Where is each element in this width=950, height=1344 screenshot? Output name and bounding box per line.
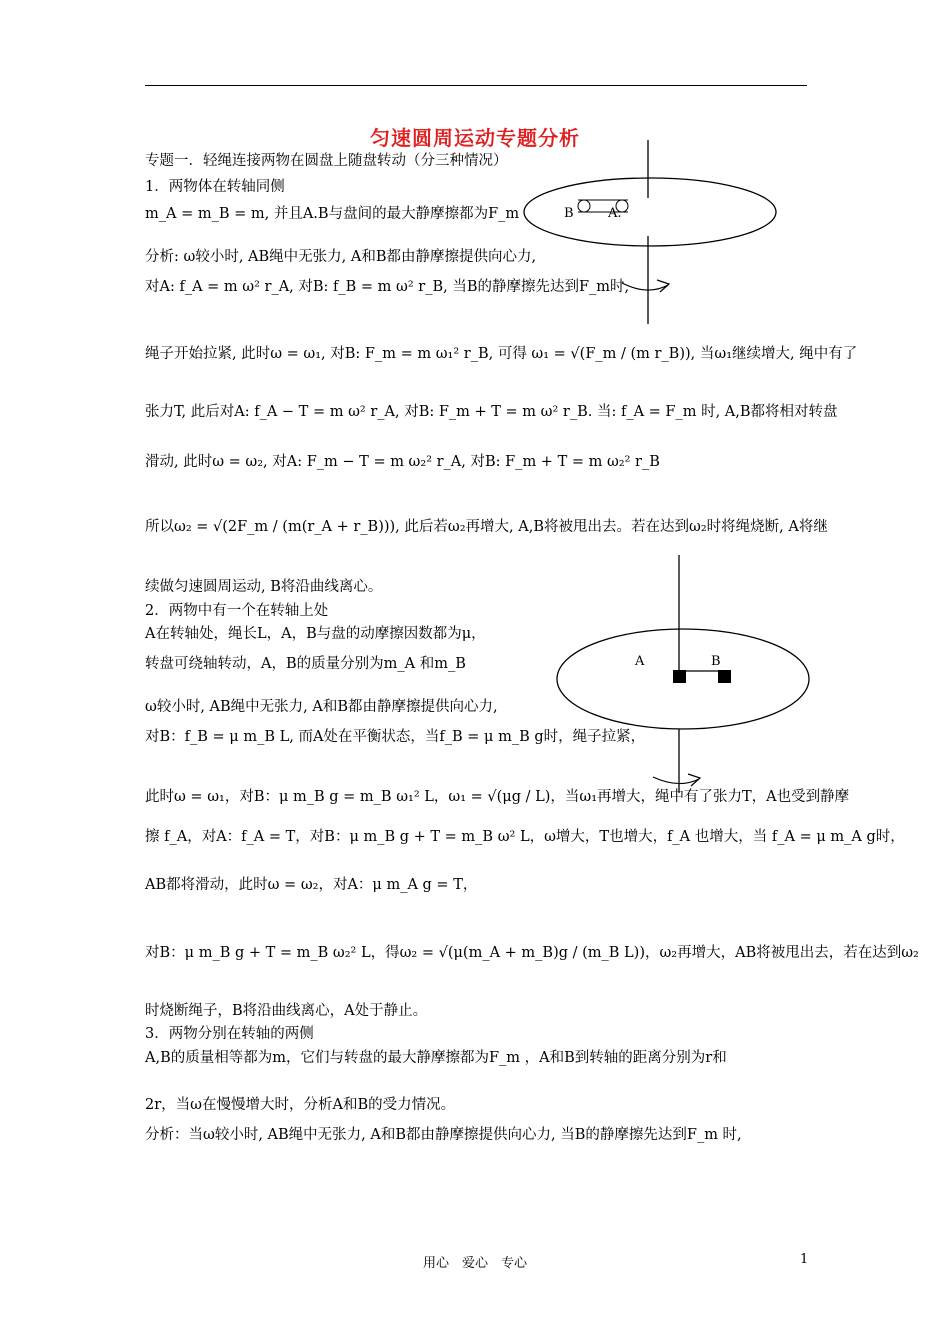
text-line: 分析：当ω较小时, AB绳中无张力, A和B都由静摩擦提供向心力, 当B的静摩擦先达到F_m 时, bbox=[145, 1127, 742, 1143]
header-rule bbox=[145, 85, 807, 86]
text-line: 3．两物分别在转轴的两侧 bbox=[145, 1026, 314, 1042]
text-line: 分析: ω较小时, AB绳中无张力, A和B都由静摩擦提供向心力, bbox=[145, 249, 537, 265]
rotation-arrow-icon bbox=[653, 777, 699, 784]
figure2-label-a: A bbox=[635, 654, 645, 669]
text-line: 专题一．轻绳连接两物在圆盘上随盘转动（分三种情况） bbox=[145, 153, 508, 169]
text-line: ω较小时, AB绳中无张力, A和B都由静摩擦提供向心力, bbox=[145, 699, 498, 715]
text-line: 2．两物中有一个在转轴上处 bbox=[145, 603, 329, 619]
text-line: 绳子开始拉紧, 此时ω = ω₁, 对B: F_m = m ω₁² r_B, 可得 ω₁ = √(F_m / (m r_B)), 当ω₁继续增大, 绳中有了 bbox=[145, 346, 858, 362]
text-line: 时烧断绳子，B将沿曲线离心，A处于静止。 bbox=[145, 1003, 428, 1019]
text-line: 对A: f_A = m ω² r_A, 对B: f_B = m ω² r_B, 当B的静摩擦先达到F_m时, bbox=[145, 279, 630, 295]
figure-same-side-disk bbox=[520, 140, 790, 340]
figure1-label-b: B bbox=[564, 206, 574, 221]
text-line: 2r，当ω在慢慢增大时，分析A和B的受力情况。 bbox=[145, 1097, 456, 1113]
text-line: AB都将滑动，此时ω = ω₂，对A：μ m_A g = T， bbox=[145, 877, 478, 893]
text-line: 对B：f_B = μ m_B L, 而A处在平衡状态，当f_B = μ m_B g时，绳子拉紧， bbox=[145, 729, 646, 745]
text-line: 滑动, 此时ω = ω₂, 对A: F_m − T = m ω₂² r_A, 对B: F_m + T = m ω₂² r_B bbox=[145, 454, 660, 470]
text-line: 所以ω₂ = √(2F_m / (m(r_A + r_B))), 此后若ω₂再增大, A,B将被甩出去。若在达到ω₂时将绳烧断, A将继 bbox=[145, 519, 828, 535]
text-line: A在转轴处，绳长L，A，B与盘的动摩擦因数都为μ， bbox=[145, 626, 486, 642]
text-line: A,B的质量相等都为m，它们与转盘的最大静摩擦都为F_m ，A和B到转轴的距离分别为r和 bbox=[145, 1050, 727, 1066]
page-footer: 用心 爱心 专心 bbox=[422, 1256, 527, 1271]
text-line: 续做匀速圆周运动, B将沿曲线离心。 bbox=[145, 579, 383, 595]
text-line: 1．两物体在转轴同侧 bbox=[145, 179, 285, 195]
page-title: 匀速圆周运动专题分析 bbox=[370, 126, 580, 150]
text-line: 张力T, 此后对A: f_A − T = m ω² r_A, 对B: F_m + T = m ω² r_B. 当: f_A = F_m 时, A,B都将相对转盘 bbox=[145, 404, 838, 420]
figure2-label-b: B bbox=[711, 654, 721, 669]
figure1-label-a: A. bbox=[608, 206, 622, 221]
figure-axis-disk bbox=[555, 555, 815, 805]
text-line: 转盘可绕轴转动，A，B的质量分别为m_A 和m_B bbox=[145, 656, 466, 672]
page-number: 1 bbox=[800, 1252, 809, 1267]
text-line: 擦 f_A，对A：f_A = T，对B：μ m_B g + T = m_B ω² L，ω增大，T也增大，f_A 也增大，当 f_A = μ m_A g时， bbox=[145, 829, 905, 845]
text-line: 对B：μ m_B g + T = m_B ω₂² L，得ω₂ = √(μ(m_A + m_B)g / (m_B L))，ω₂再增大，AB将被甩出去，若在达到ω₂ bbox=[145, 945, 919, 961]
text-line: 此时ω = ω₁，对B：μ m_B g = m_B ω₁² L，ω₁ = √(μg / L)，当ω₁再增大，绳中有了张力T，A也受到静摩 bbox=[145, 789, 850, 805]
text-line: m_A = m_B = m, 并且A.B与盘间的最大静摩擦都为F_m bbox=[145, 206, 520, 222]
